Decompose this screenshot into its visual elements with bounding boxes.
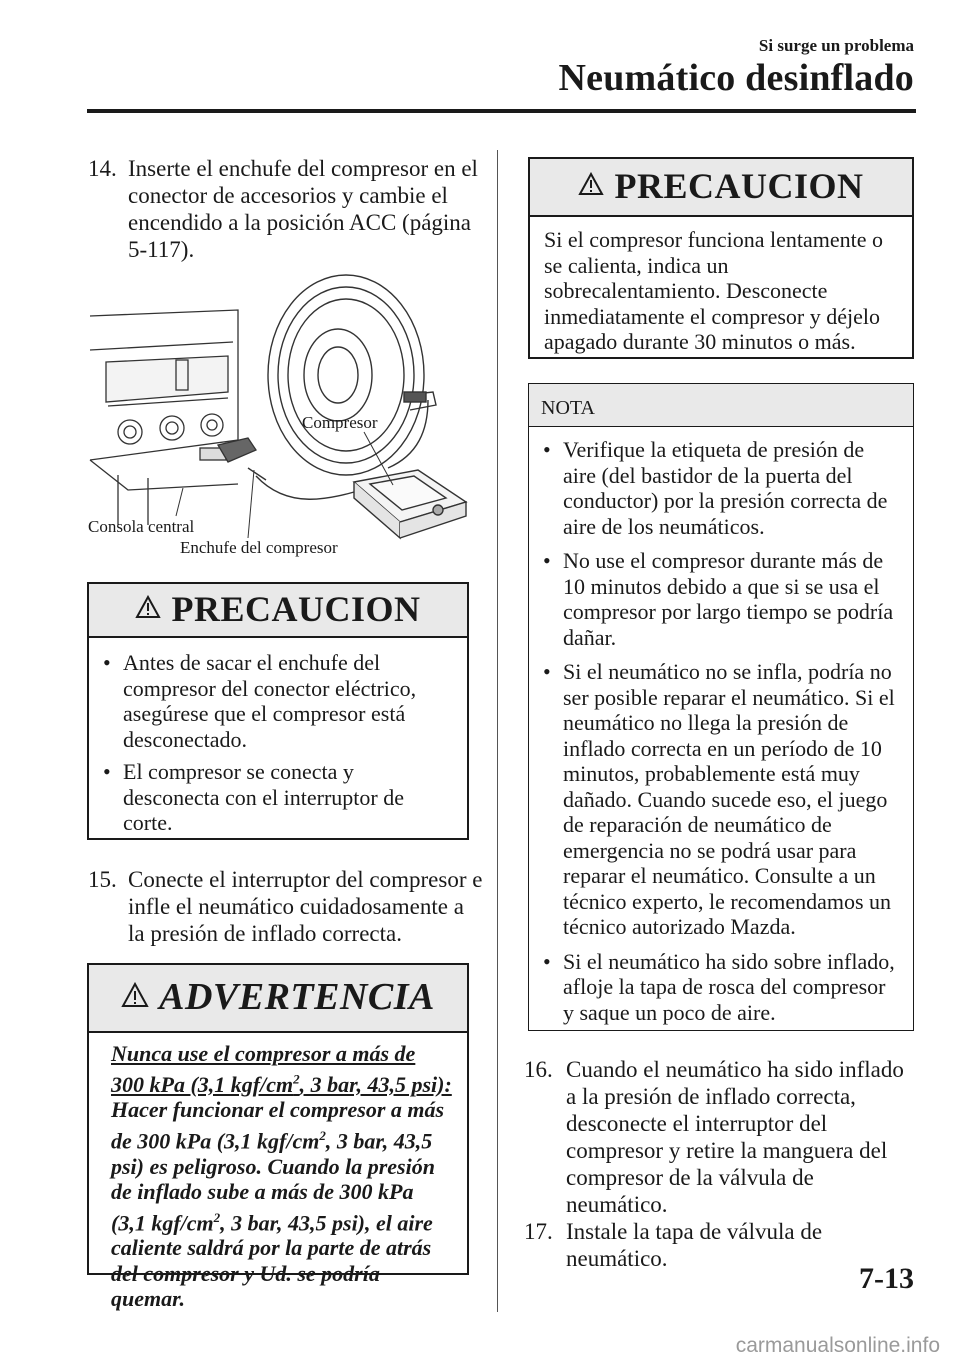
compressor-illustration [88,270,468,560]
section-label: Si surge un problema [758,36,914,55]
step-17 [524,1218,916,1272]
step-number: 17. [524,1219,553,1244]
step-text: Cuando el neumático ha sido inflado a la presión de inflado correcta, desconecte el interruptor del compresor y retire la manguera del compresor de la válvula de neumático. [566,1057,904,1217]
list-item: • Si el neumático ha sido sobre inflado, afloje la tapa de rosca del compresor y saque un poco de aire. [543,948,895,1025]
step-number: 15. [88,867,117,892]
step-16 [524,1056,916,1218]
precaucion-title: PRECAUCION [171,589,421,630]
step-text: Conecte el interruptor del compresor e infle el neumático cuidadosamente a la presión de inflado correcta. [128,867,483,946]
label-console: Consola central [88,517,195,536]
list-item: • Si el neumático no se infla, podría no ser posible reparar el neumático. Si el neumático no llega la presión de inflado correcta en un período de 10 minutos, probablemente está muy dañado. Cuando sucede eso, el juego de reparación de neumático de emergencia no se podrá usar para reparar el neumático. Consulte a un técnico experto, le recomendamos un técnico autorizado Mazda. [543,659,895,939]
bullet-dot-icon: • [543,659,551,684]
nota-box [528,383,914,1031]
precaucion-title: PRECAUCION [614,166,864,207]
step-14 [88,155,483,263]
step-number: 16. [524,1057,553,1082]
precaucion-box-2 [528,157,914,359]
precaucion-header [89,584,467,638]
list-item: • El compresor se conecta y desconecta con el interruptor de corte. [103,759,404,835]
advertencia-header [89,965,467,1033]
advertencia-title: ADVERTENCIA [159,976,435,1019]
tire-drawing [268,275,436,475]
watermark-url: carmanualsonline.info [735,1334,940,1357]
page-title: Neumático desinflado [558,57,914,99]
step-15 [88,866,483,947]
label-plug: Enchufe del compresor [180,538,338,557]
advertencia-box [87,963,469,1312]
bullet-dot-icon: • [543,437,551,462]
label-compressor: Compresor [302,413,378,432]
step-number: 14. [88,156,117,181]
warning-triangle-icon [578,172,604,202]
precaucion-header [530,159,912,217]
page-number: 7-13 [859,1262,914,1295]
advertencia-text: Nunca use el compresor a más de 300 kPa (3,1 kgf/$cm^2$, 3 bar, 43,5 psi): Hacer funcionar el compresor a más de 300 kPa (3,1 kgf/$cm^2$, 3 bar, 43,5 psi) es peligroso. Cuando la presión de inflado sube a más de 300 kPa (3,1 kgf/$cm^2$, 3 bar, 43,5 psi), el aire caliente saldrá por la parte de atrás del compresor y Ud. se podría quemar. [111,1041,452,1312]
bullet-dot-icon: • [543,948,551,974]
precaucion-text: Si el compresor funciona lentamente o se calienta, indica un sobrecalentamiento. Desconecte inmediatamente el compresor y déjelo apagado durante 30 minutos o más. [544,227,884,354]
list-item: • Verifique la etiqueta de presión de aire (del bastidor de la puerta del conductor) por la presión correcta de aire de los neumáticos. [543,437,888,539]
list-item: • No use el compresor durante más de 10 minutos debido a que si se usa el compresor por largo tiempo se podría dañar. [543,548,894,650]
precaucion-box-1 [87,582,469,840]
header-rule [87,109,916,113]
warning-triangle-icon [135,595,161,625]
bullet-dot-icon: • [543,548,551,573]
dashboard-drawing [90,310,256,525]
bullet-dot-icon: • [103,650,111,675]
column-divider [497,150,498,1312]
nota-title: NOTA [529,384,913,427]
list-item: • Antes de sacar el enchufe del compresor del conector eléctrico, asegúrese que el compresor está desconectado. [103,650,417,752]
warning-triangle-icon [121,982,149,1014]
step-text: Instale la tapa de válvula de neumático. [566,1219,823,1271]
step-text: Inserte el enchufe del compresor en el conector de accesorios y cambie el encendido a la posición ACC (página 5-117). [128,156,478,262]
bullet-dot-icon: • [103,759,111,784]
compressor-drawing [354,470,466,538]
